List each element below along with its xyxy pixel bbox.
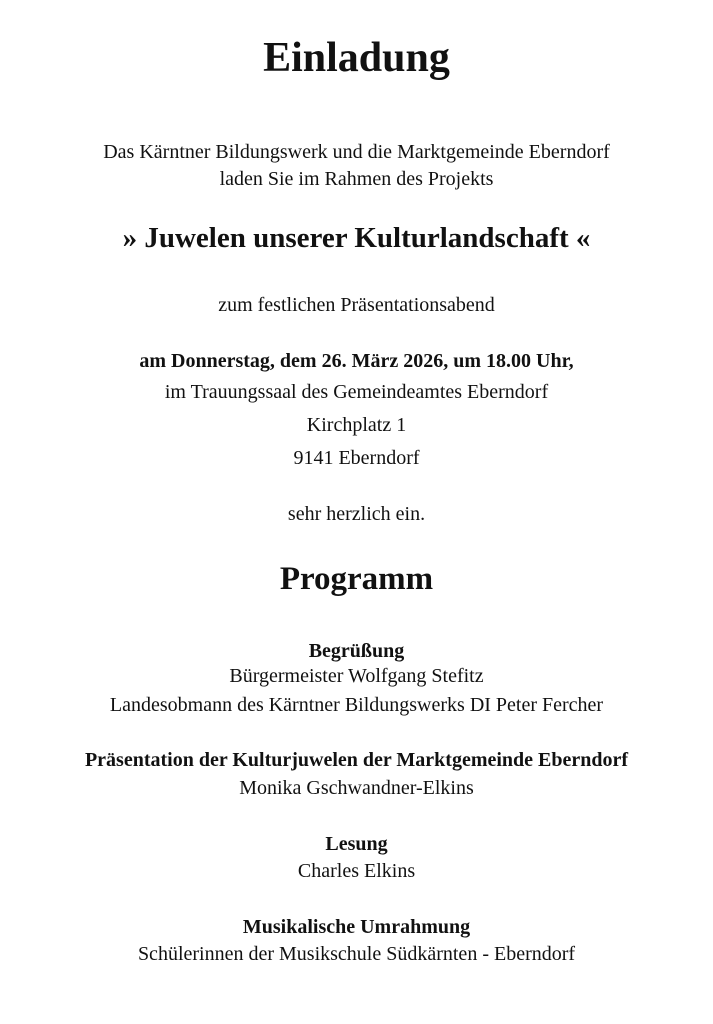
- event-date-time: am Donnerstag, dem 26. März 2026, um 18.00 Uhr,: [139, 350, 574, 372]
- event-street: Kirchplatz 1: [306, 414, 407, 436]
- event-venue: im Trauungssaal des Gemeindeamtes Eberndorf: [164, 381, 549, 403]
- program-item-title: Begrüßung: [308, 640, 405, 662]
- program-item-person: Monika Gschwandner-Elkins: [239, 777, 474, 799]
- occasion-text: zum festlichen Präsentationsabend: [218, 294, 495, 316]
- event-city: 9141 Eberndorf: [293, 447, 420, 469]
- program-heading: Programm: [279, 561, 434, 597]
- program-item-title: Präsentation der Kulturjuwelen der Marktgemeinde Eberndorf: [84, 749, 629, 771]
- intro-line-2: laden Sie im Rahmen des Projekts: [219, 168, 494, 190]
- invitation-title: Einladung: [263, 35, 450, 81]
- program-item-person: Charles Elkins: [297, 860, 416, 882]
- program-item-title: Musikalische Umrahmung: [242, 916, 471, 938]
- program-item-title: Lesung: [325, 833, 388, 855]
- program-item-person: Landesobmann des Kärntner Bildungswerks DI Peter Fercher: [109, 694, 604, 716]
- closing-text: sehr herzlich ein.: [287, 503, 426, 525]
- program-item-person: Bürgermeister Wolfgang Stefitz: [229, 665, 484, 687]
- intro-line-1: Das Kärntner Bildungswerk und die Marktgemeinde Eberndorf: [103, 141, 610, 163]
- project-name: » Juwelen unserer Kulturlandschaft «: [122, 222, 591, 254]
- program-item-person: Schülerinnen der Musikschule Südkärnten - Eberndorf: [137, 943, 576, 965]
